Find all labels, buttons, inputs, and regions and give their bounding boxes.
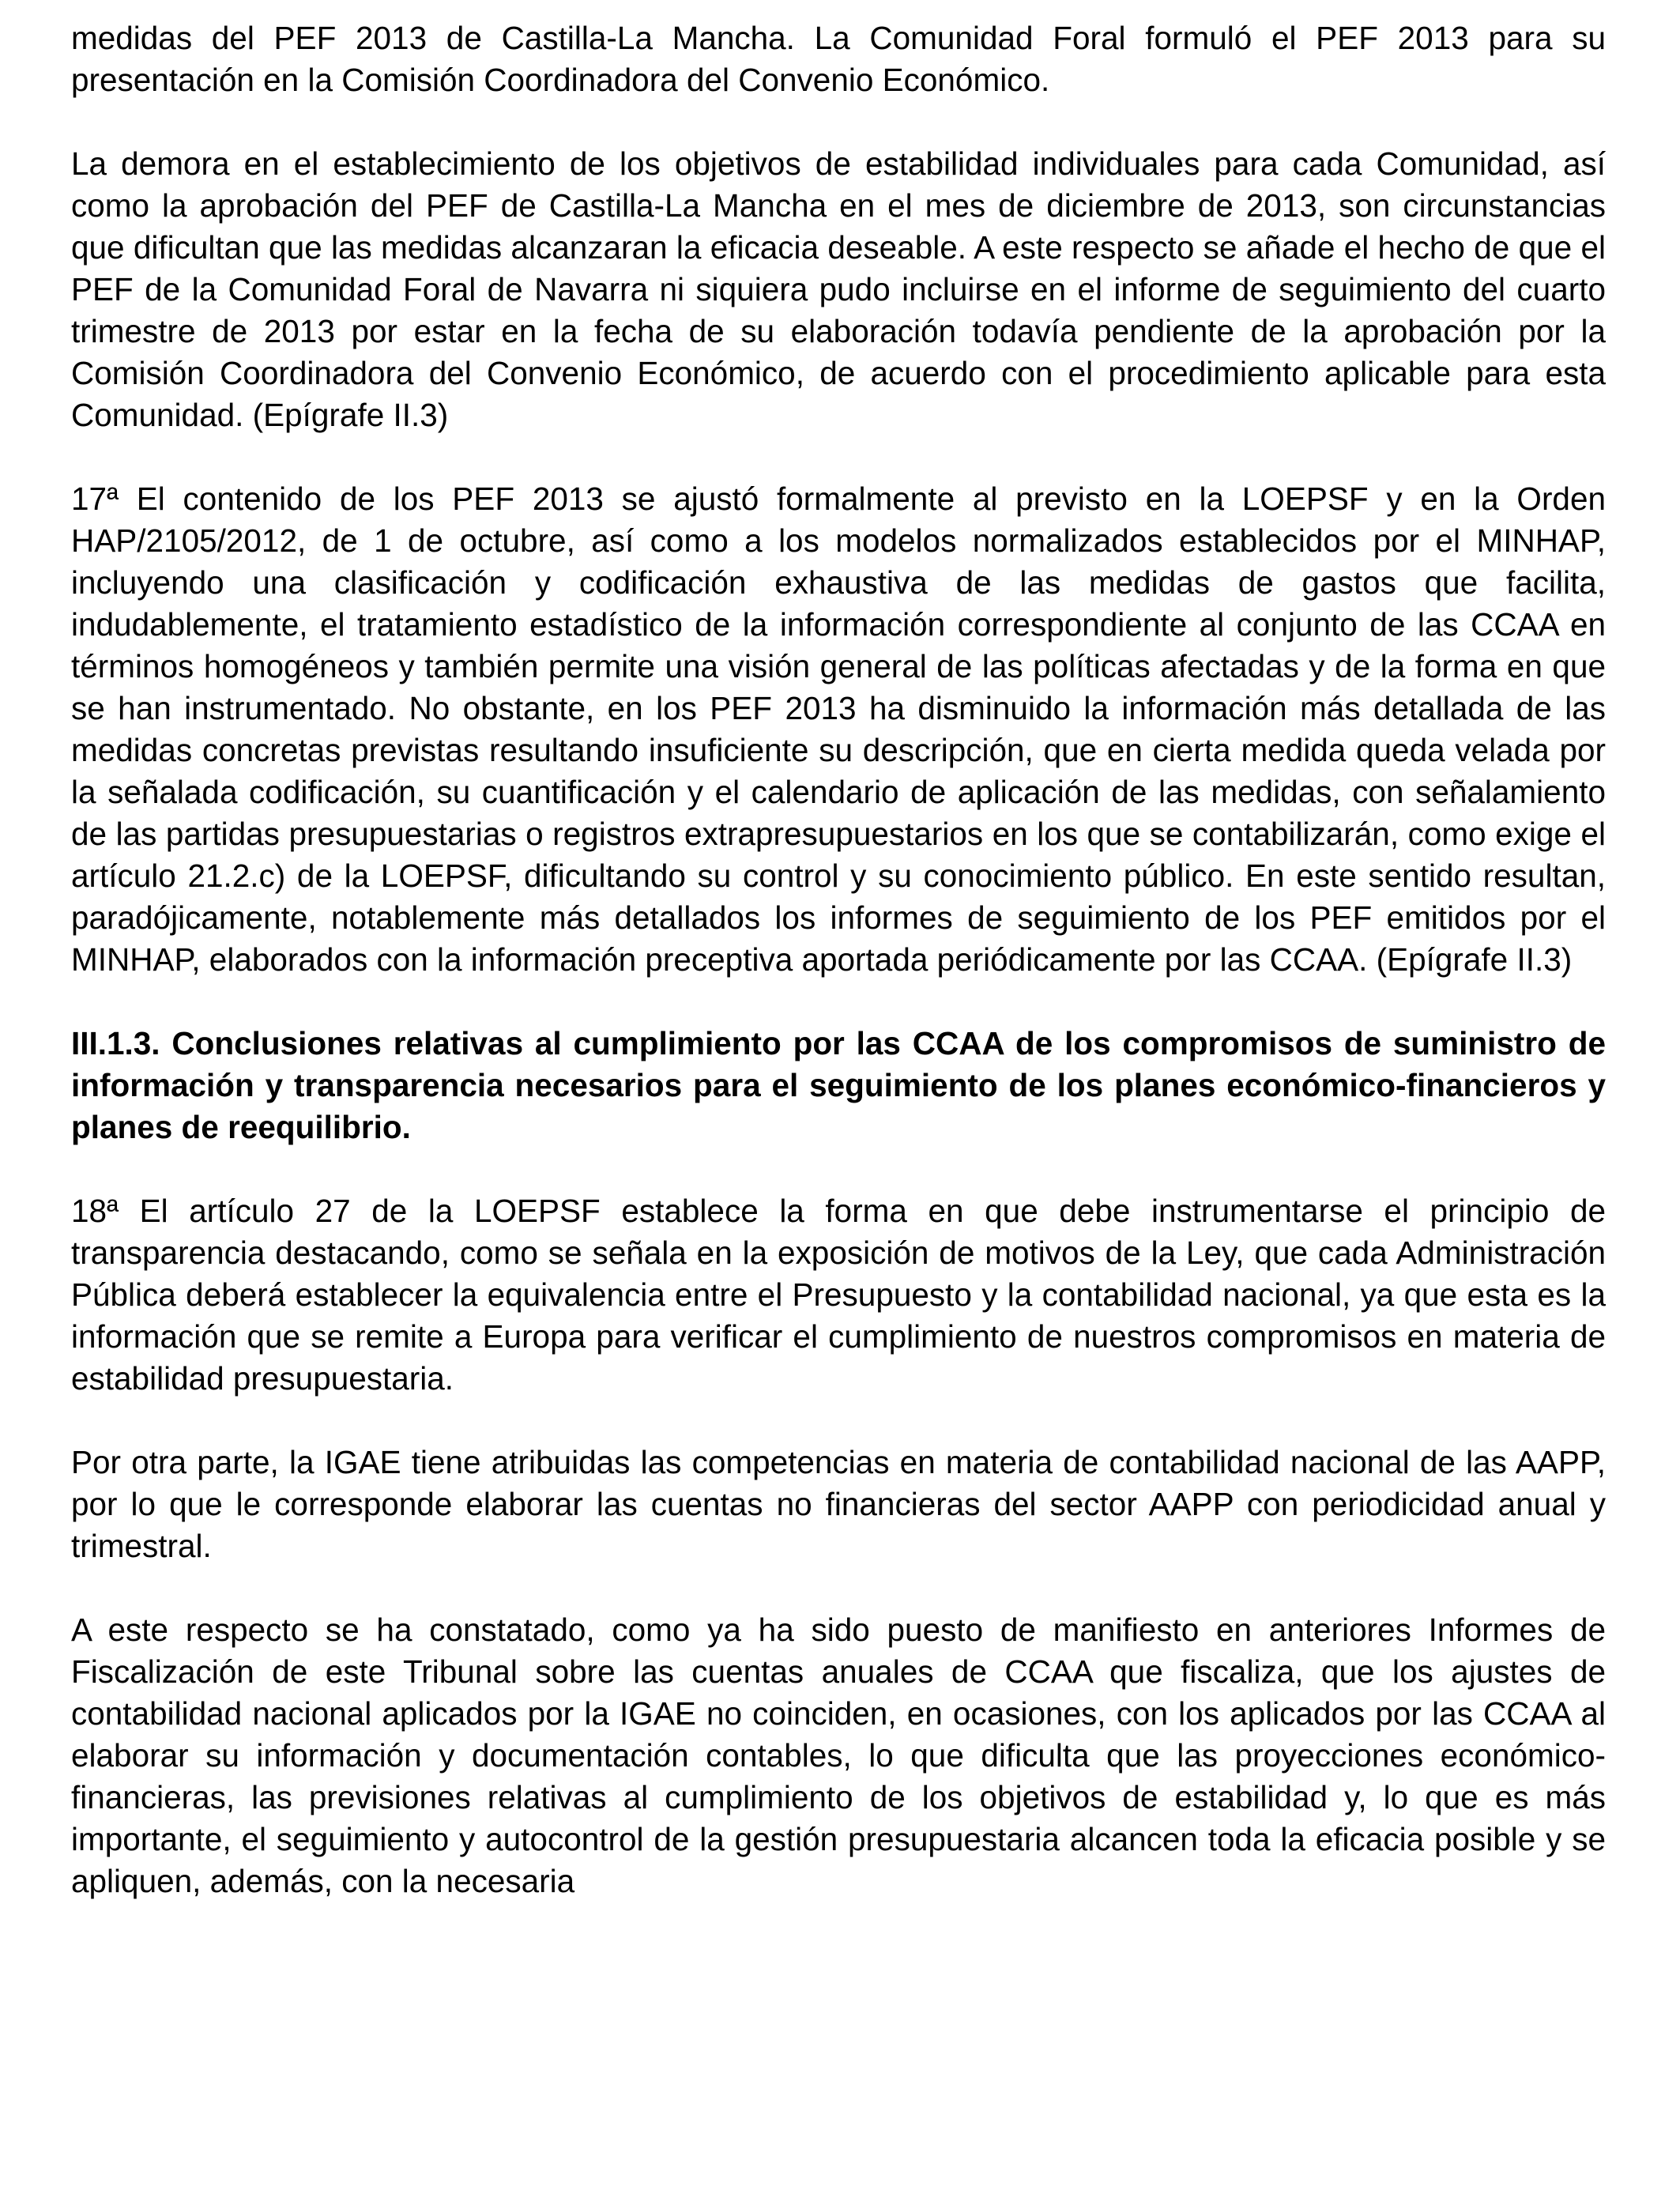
paragraph-ajustes-contabilidad: A este respecto se ha constatado, como ya ha sido puesto de manifiesto en anteriores Informes de Fiscalización de este Tribunal sobre las cuentas anuales de CCAA que fiscaliza, que los ajustes de contabilidad nacional aplicados por la IGAE no coinciden, en ocasiones, con los aplicados por las CCAA al elaborar su información y documentación contables, lo que dificulta que las proyecciones económico-financieras, las previsiones relativas al cumplimiento de los objetivos de estabilidad y, lo que es más importante, el seguimiento y autocontrol de la gestión presupuestaria alcancen toda la eficacia posible y se apliquen, además, con la necesaria	[71, 1612, 1606, 1899]
paragraph-conclusion-17: 17ª El contenido de los PEF 2013 se ajustó formalmente al previsto en la LOEPSF y en la Orden HAP/2105/2012, de 1 de octubre, así como a los modelos normalizados establecidos por el MINHAP, incluyendo una clasificación y codificación exhaustiva de las medidas de gastos que facilita, indudablemente, el tratamiento estadístico de la información correspondiente al conjunto de las CCAA en términos homogéneos y también permite una visión general de las políticas afectadas y de la forma en que se han instrumentado. No obstante, en los PEF 2013 ha disminuido la información más detallada de las medidas concretas previstas resultando insuficiente su descripción, que en cierta medida queda velada por la señalada codificación, su cuantificación y el calendario de aplicación de las medidas, con señalamiento de las partidas presupuestarias o registros extrapresupuestarios en los que se contabilizarán, como exige el artículo 21.2.c) de la LOEPSF, dificultando su control y su conocimiento público. En este sentido resultan, paradójicamente, notablemente más detallados los informes de seguimiento de los PEF emitidos por el MINHAP, elaborados con la información preceptiva aportada periódicamente por las CCAA. (Epígrafe II.3)	[71, 481, 1606, 978]
section-heading-iii-1-3: III.1.3. Conclusiones relativas al cumplimiento por las CCAA de los compromisos de suministro de información y transparencia necesarios para el seguimiento de los planes económico-financieros y planes de reequilibrio.	[71, 1025, 1606, 1145]
paragraph-pef-castilla-la-mancha: medidas del PEF 2013 de Castilla-La Mancha. La Comunidad Foral formuló el PEF 2013 para su presentación en la Comisión Coordinadora del Convenio Económico.	[71, 20, 1606, 98]
document-page	[71, 17, 1606, 1902]
paragraph-conclusion-18: 18ª El artículo 27 de la LOEPSF establece la forma en que debe instrumentarse el principio de transparencia destacando, como se señala en la exposición de motivos de la Ley, que cada Administración Pública deberá establecer la equivalencia entre el Presupuesto y la contabilidad nacional, ya que esta es la información que se remite a Europa para verificar el cumplimiento de nuestros compromisos en materia de estabilidad presupuestaria.	[71, 1193, 1606, 1397]
paragraph-igae-competencias: Por otra parte, la IGAE tiene atribuidas las competencias en materia de contabilidad nacional de las AAPP, por lo que le corresponde elaborar las cuentas no financieras del sector AAPP con periodicidad anual y trimestral.	[71, 1444, 1606, 1564]
paragraph-demora-objetivos: La demora en el establecimiento de los objetivos de estabilidad individuales para cada Comunidad, así como la aprobación del PEF de Castilla-La Mancha en el mes de diciembre de 2013, son circunstancias que dificultan que las medidas alcanzaran la eficacia deseable. A este respecto se añade el hecho de que el PEF de la Comunidad Foral de Navarra ni siquiera pudo incluirse en el informe de seguimiento del cuarto trimestre de 2013 por estar en la fecha de su elaboración todavía pendiente de la aprobación por la Comisión Coordinadora del Convenio Económico, de acuerdo con el procedimiento aplicable para esta Comunidad. (Epígrafe II.3)	[71, 145, 1606, 433]
